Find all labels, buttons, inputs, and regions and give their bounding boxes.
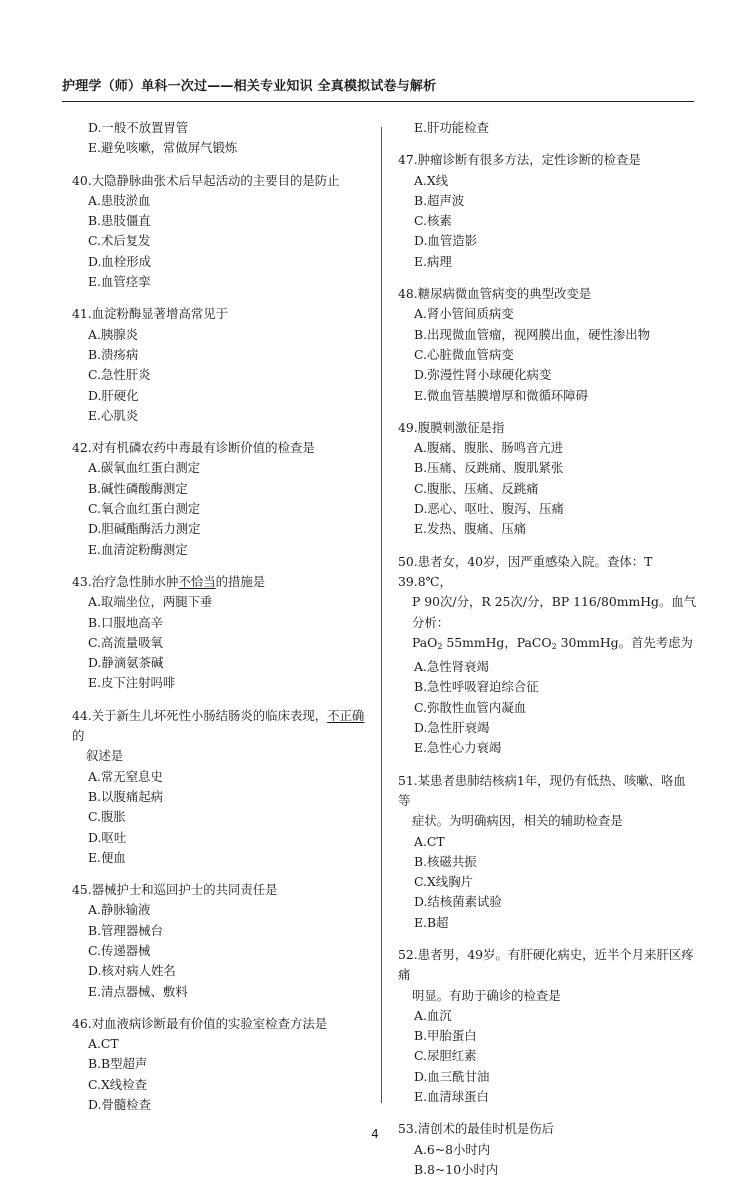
option-d: D.核对病人姓名 bbox=[88, 963, 176, 979]
option-d: D.一般不放置胃管 bbox=[88, 120, 189, 135]
question-stem: 40.大隐静脉曲张术后早起活动的主要目的是防止 bbox=[72, 172, 340, 188]
stem-line-blood-gas bbox=[398, 633, 698, 657]
header-rule bbox=[62, 101, 694, 102]
question-stem: 48.糖尿病微血管病变的典型改变是 bbox=[398, 286, 592, 302]
stem-text: 的 bbox=[72, 728, 85, 744]
option-d: D.呕吐 bbox=[88, 829, 127, 845]
underlined-keyword: 不正确 bbox=[327, 707, 365, 723]
option-a: A.CT bbox=[88, 1036, 119, 1052]
question-50 bbox=[398, 552, 698, 759]
stem-continuation: 叙述是 bbox=[86, 748, 124, 764]
column-divider bbox=[381, 127, 382, 1103]
option-a: A.CT bbox=[414, 833, 445, 849]
option-a: A.碳氧血红蛋白测定 bbox=[88, 460, 201, 476]
question-stem: 46.对血液病诊断最有价值的实验室检查方法是 bbox=[72, 1015, 328, 1031]
option-c: C.核素 bbox=[414, 213, 452, 229]
stem-text: PaO bbox=[412, 634, 438, 650]
option-e: E.避免咳嗽，常做屏气锻炼 bbox=[88, 140, 238, 156]
question-stem bbox=[72, 572, 372, 592]
question-41 bbox=[72, 304, 372, 426]
option-d: D.肝硬化 bbox=[88, 387, 139, 403]
option-a: A.常无窒息史 bbox=[88, 768, 163, 784]
question-stem bbox=[72, 706, 372, 767]
underlined-keyword: 不恰当 bbox=[178, 573, 216, 589]
option-c: C.急性肝炎 bbox=[88, 367, 151, 383]
option-b: B.核磁共振 bbox=[414, 853, 477, 869]
question-42 bbox=[72, 438, 372, 560]
option-d: D.结核菌素试验 bbox=[414, 894, 502, 910]
option-c: C.腹胀 bbox=[88, 809, 126, 825]
stem-text: 55mmHg，PaCO bbox=[442, 634, 552, 650]
option-e: E.清点器械、敷料 bbox=[88, 983, 188, 999]
stem-line: 50.患者女，40岁，因严重感染入院。查体：T 39.8℃， bbox=[398, 553, 653, 589]
option-e: E.血清球蛋白 bbox=[414, 1089, 489, 1105]
option-b: B.B型超声 bbox=[88, 1056, 148, 1072]
question-45 bbox=[72, 880, 372, 1002]
stem-line: 症状。为明确病因，相关的辅助检查是 bbox=[412, 813, 623, 829]
option-b: B.碱性磷酸酶测定 bbox=[88, 480, 188, 496]
option-c: C.尿胆红素 bbox=[414, 1048, 477, 1064]
option-a: A.6~8小时内 bbox=[414, 1141, 491, 1157]
question-46-tail bbox=[398, 118, 698, 138]
option-e: E.B超 bbox=[414, 914, 449, 930]
stem-text: 30mmHg。首先考虑为 bbox=[556, 634, 693, 650]
question-stem bbox=[398, 771, 698, 832]
option-c: C.弥散性血管内凝血 bbox=[414, 699, 527, 715]
subscript: 2 bbox=[437, 641, 443, 651]
option-b: B.以腹痛起病 bbox=[88, 788, 163, 804]
option-b: B.压痛、反跳痛、腹肌紧张 bbox=[414, 460, 564, 476]
option-b: B.甲胎蛋白 bbox=[414, 1028, 477, 1044]
question-52 bbox=[398, 945, 698, 1107]
option-e: E.病理 bbox=[414, 253, 452, 269]
page-header-title: 护理学（师）单科一次过——相关专业知识 全真模拟试卷与解析 bbox=[62, 79, 437, 94]
page-number: 4 bbox=[371, 1127, 379, 1141]
question-stem bbox=[398, 945, 698, 1006]
stem-text: 43.治疗急性肺水肿 bbox=[72, 573, 179, 589]
option-e: E.血清淀粉酶测定 bbox=[88, 541, 188, 557]
question-47 bbox=[398, 150, 698, 272]
option-d: D.恶心、呕吐、腹泻、压痛 bbox=[414, 501, 564, 517]
option-e: E.皮下注射吗啡 bbox=[88, 675, 176, 691]
option-a: A.X线 bbox=[414, 172, 449, 188]
question-stem: 53.清创术的最佳时机是伤后 bbox=[398, 1121, 555, 1137]
option-b: B.患肢僵直 bbox=[88, 213, 151, 229]
question-stem: 49.腹膜刺激征是指 bbox=[398, 419, 505, 435]
option-a: A.取端坐位，两腿下垂 bbox=[88, 594, 213, 610]
option-c: C.X线检查 bbox=[88, 1076, 147, 1092]
option-d: D.胆碱酯酶活力测定 bbox=[88, 521, 201, 537]
option-c: C.传递器械 bbox=[88, 942, 151, 958]
option-a: A.静脉输液 bbox=[88, 902, 151, 918]
option-a: A.急性肾衰竭 bbox=[414, 659, 489, 675]
option-b: B.8~10小时内 bbox=[414, 1161, 499, 1177]
option-d: D.血栓形成 bbox=[88, 253, 151, 269]
option-e: E.发热、腹痛、压痛 bbox=[414, 521, 527, 537]
option-d: D.急性肝衰竭 bbox=[414, 720, 490, 736]
left-column bbox=[72, 118, 372, 1127]
right-column bbox=[398, 118, 698, 1192]
option-b: B.出现微血管瘤，视网膜出血，硬性渗出物 bbox=[414, 326, 651, 342]
question-43 bbox=[72, 572, 372, 694]
option-c: C.心脏微血管病变 bbox=[414, 346, 514, 362]
option-d: D.血三酰甘油 bbox=[414, 1068, 490, 1084]
option-c: C.术后复发 bbox=[88, 233, 151, 249]
question-44 bbox=[72, 706, 372, 868]
option-e: E.血管痉挛 bbox=[88, 274, 151, 290]
option-c: C.腹胀、压痛、反跳痛 bbox=[414, 480, 539, 496]
question-51 bbox=[398, 771, 698, 933]
question-46 bbox=[72, 1014, 372, 1115]
option-b: B.管理器械台 bbox=[88, 922, 163, 938]
option-e: E.急性心力衰竭 bbox=[414, 740, 502, 756]
question-stem: 42.对有机磷农药中毒最有诊断价值的检查是 bbox=[72, 440, 315, 456]
option-c: C.X线胸片 bbox=[414, 874, 473, 890]
option-c: C.氧合血红蛋白测定 bbox=[88, 501, 201, 517]
question-stem: 45.器械护士和巡回护士的共同责任是 bbox=[72, 882, 278, 898]
option-e: E.肝功能检查 bbox=[414, 120, 489, 135]
question-48 bbox=[398, 284, 698, 406]
stem-line: 明显。有助于确诊的检查是 bbox=[412, 987, 561, 1003]
question-stem bbox=[398, 552, 698, 657]
question-39-tail bbox=[72, 118, 372, 159]
question-stem: 41.血淀粉酶显著增高常见于 bbox=[72, 306, 229, 322]
option-a: A.肾小管间质病变 bbox=[414, 306, 514, 322]
question-stem: 47.肿瘤诊断有很多方法，定性诊断的检查是 bbox=[398, 152, 641, 168]
stem-line: 52.患者男，49岁。有肝硬化病史，近半个月来肝区疼痛 bbox=[398, 946, 694, 983]
option-e: E.微血管基膜增厚和微循环障碍 bbox=[414, 387, 589, 403]
option-a: A.胰腺炎 bbox=[88, 326, 139, 342]
stem-line: P 90次/分，R 25次/分，BP 116/80mmHg。血气分析： bbox=[412, 594, 697, 630]
subscript: 2 bbox=[551, 641, 557, 651]
question-49 bbox=[398, 418, 698, 540]
option-c: C.高流量吸氧 bbox=[88, 634, 163, 650]
option-d: D.血管造影 bbox=[414, 233, 477, 249]
stem-text: 的措施是 bbox=[215, 573, 266, 589]
question-40 bbox=[72, 171, 372, 293]
stem-line: 51.某患者患肺结核病1年，现仍有低热、咳嗽、咯血等 bbox=[398, 772, 686, 808]
option-b: B.超声波 bbox=[414, 192, 465, 208]
option-d: D.弥漫性肾小球硬化病变 bbox=[414, 367, 552, 383]
option-b: B.口服地高辛 bbox=[88, 614, 163, 630]
option-b: B.急性呼吸窘迫综合征 bbox=[414, 679, 539, 695]
option-b: B.溃疡病 bbox=[88, 346, 139, 362]
option-d: D.骨髓检查 bbox=[88, 1097, 151, 1113]
option-a: A.血沉 bbox=[414, 1007, 452, 1023]
stem-text: 44.关于新生儿坏死性小肠结肠炎的临床表现， bbox=[72, 707, 328, 723]
option-e: E.心肌炎 bbox=[88, 407, 139, 423]
option-a: A.腹痛、腹胀、肠鸣音亢进 bbox=[414, 440, 564, 456]
option-e: E.便血 bbox=[88, 849, 126, 865]
option-d: D.静滴氨茶碱 bbox=[88, 655, 164, 671]
option-a: A.患肢淤血 bbox=[88, 192, 151, 208]
